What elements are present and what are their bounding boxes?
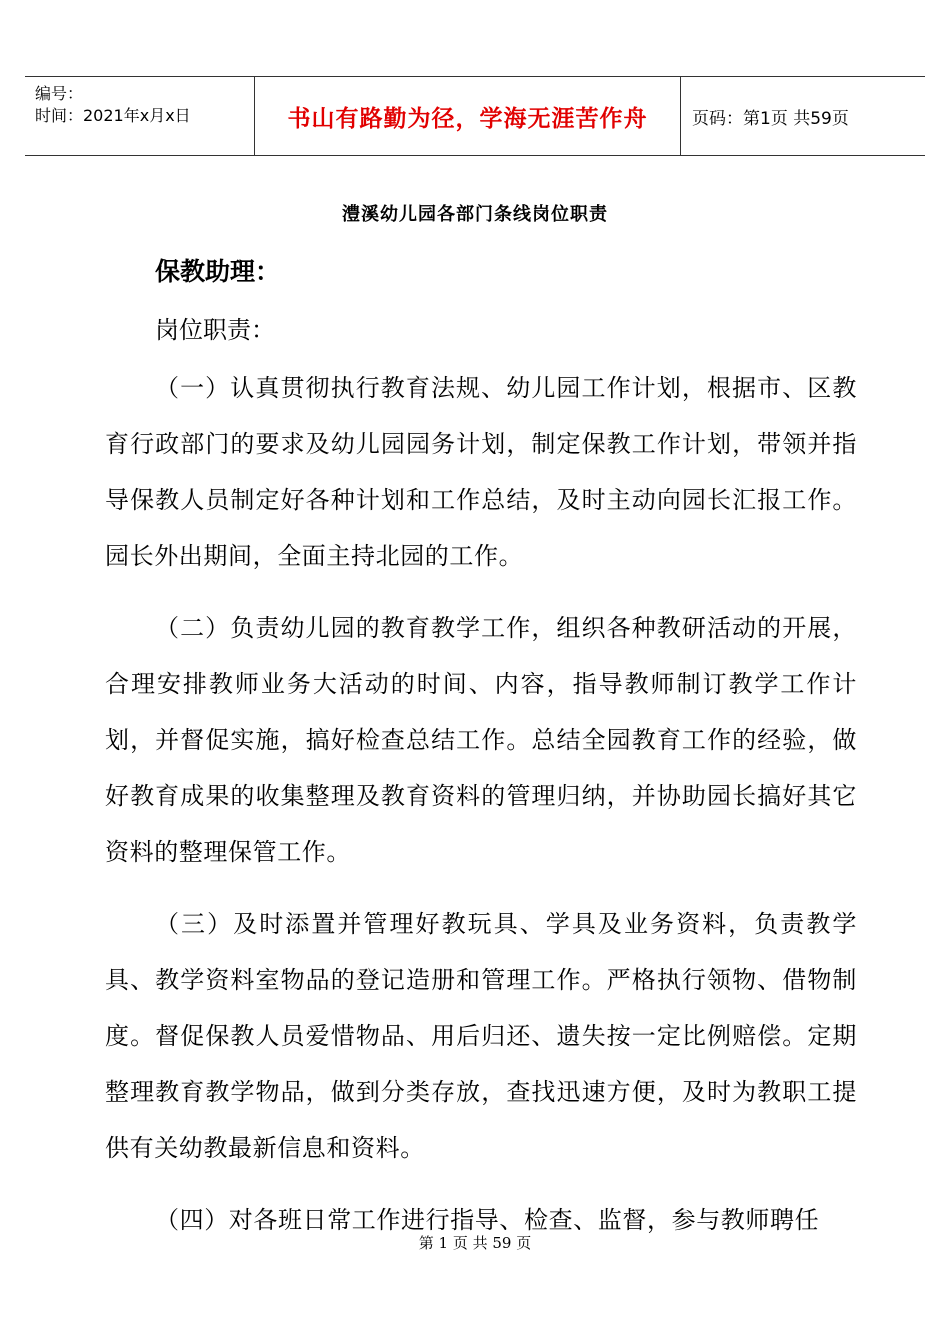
document-time-label: 时间：2021年x月x日 (35, 106, 191, 125)
document-body (105, 360, 857, 1248)
section-title: 保教助理： (155, 257, 281, 286)
header-meta (25, 77, 255, 155)
paragraph-1: （一）认真贯彻执行教育法规、幼儿园工作计划，根据市、区教育行政部门的要求及幼儿园园务计划，制定保教工作计划，带领并指导保教人员制定好各种计划和工作总结，及时主动向园长汇报工作。园长外出期间，全面主持北园的工作。 (105, 374, 857, 570)
paragraph-4: （四）对各班日常工作进行指导、检查、监督，参与教师聘任 (155, 1206, 820, 1234)
header-motto: 书山有路勤为径，学海无涯苦作舟 (287, 105, 648, 132)
paragraph-2: （二）负责幼儿园的教育教学工作，组织各种教研活动的开展，合理安排教师业务大活动的时间、内容，指导教师制订教学工作计划，并督促实施，搞好检查总结工作。总结全园教育工作的经验，做好教育成果的收集整理及教育资料的管理归纳，并协助园长搞好其它资料的整理保管工作。 (105, 614, 857, 866)
document-number-label: 编号： (35, 84, 84, 103)
header-page-cell (681, 77, 925, 155)
header-motto-cell (255, 77, 681, 155)
paragraph-3: （三）及时添置并管理好教玩具、学具及业务资料，负责教学具、教学资料室物品的登记造册和管理工作。严格执行领物、借物制度。督促保教人员爱惜物品、用后归还、遗失按一定比例赔偿。定期整理教育教学物品，做到分类存放，查找迅速方便，及时为教职工提供有关幼教最新信息和资料。 (105, 910, 857, 1162)
document-title: 澧溪幼儿园各部门条线岗位职责 (342, 204, 608, 225)
page-footer: 第 1 页 共 59 页 (418, 1234, 532, 1252)
header-page-info: 页码：第1页 共59页 (692, 108, 849, 129)
page-header (25, 76, 925, 156)
subheading: 岗位职责： (155, 316, 275, 344)
